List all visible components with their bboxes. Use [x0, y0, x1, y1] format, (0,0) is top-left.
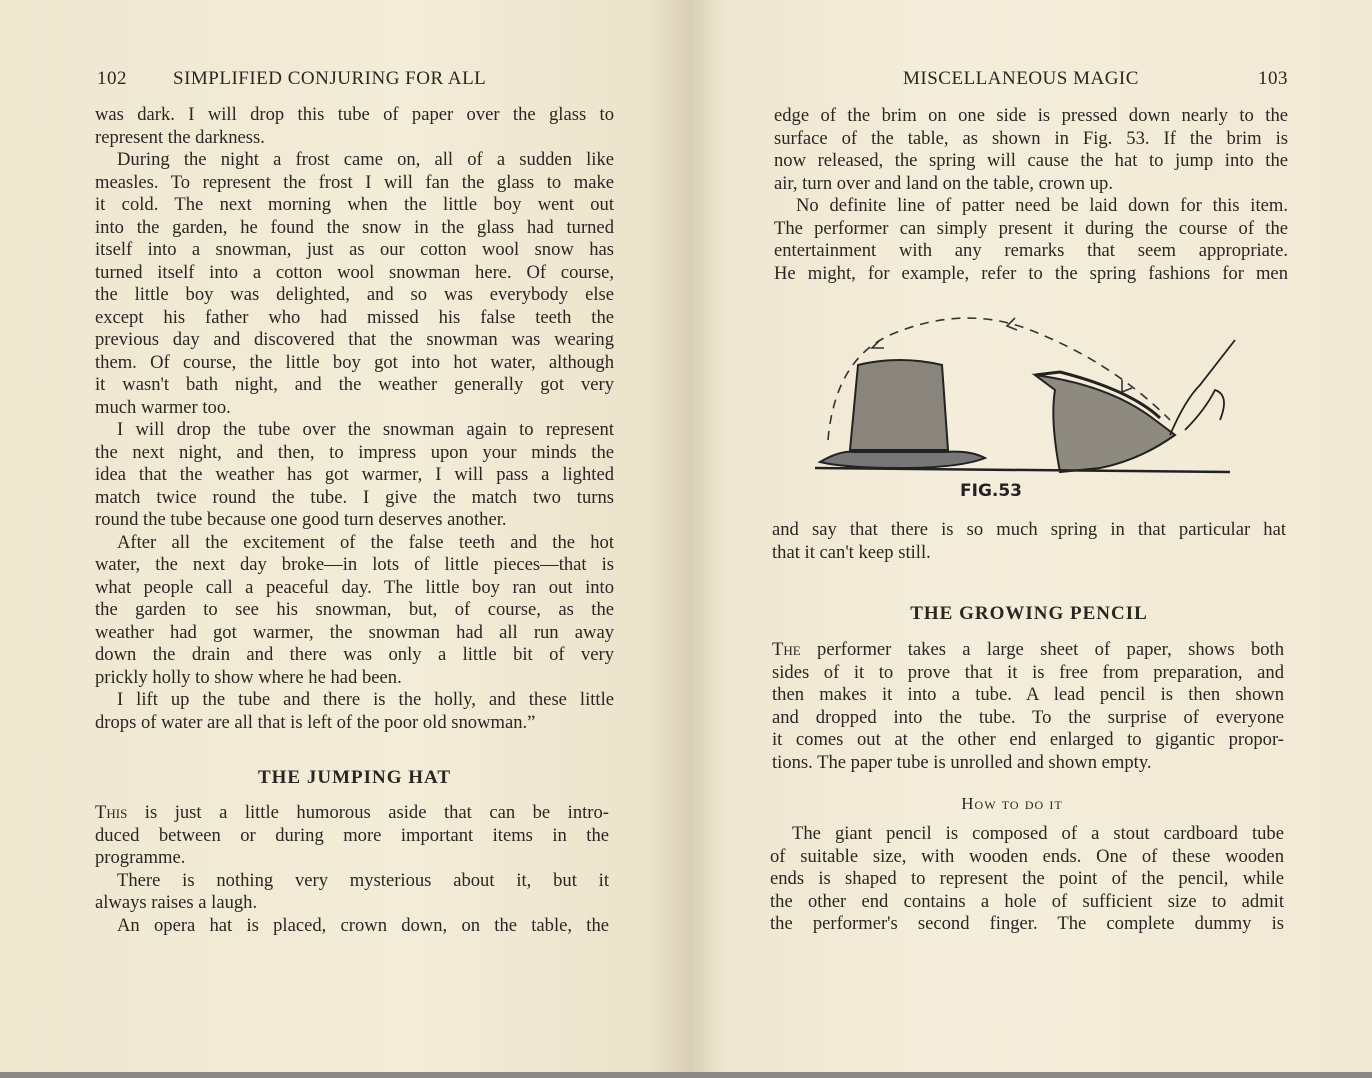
- text-line: surface of the table, as shown in Fig. 53. If the brim is: [774, 127, 1288, 149]
- lead-word: This: [95, 802, 128, 823]
- text-line: itself into a snowman, just as our cotton wool snow has: [95, 239, 614, 260]
- text-line: turned itself into a cotton wool snowman here. Of course,: [95, 261, 614, 283]
- text-line: sides of it to prove that it is free from preparation, and: [772, 661, 1284, 683]
- running-title: SIMPLIFIED CONJURING FOR ALL: [173, 68, 487, 89]
- text-line: No definite line of patter need be laid down for this item.: [796, 195, 1288, 216]
- lead-word: The: [772, 639, 801, 660]
- text-line: entertainment with any remarks that seem appropriate.: [774, 240, 1288, 261]
- text-line: it comes out at the other end enlarged to gigantic propor-: [772, 729, 1284, 750]
- text-line: and say that there is so much spring in that particular hat: [772, 519, 1286, 540]
- figure-label: FIG.53: [960, 481, 1023, 501]
- text-line: much warmer too.: [95, 396, 231, 418]
- text-line: it cold. The next morning when the little boy went out: [95, 194, 614, 215]
- text-line: previous day and discovered that the snowman was wearing: [95, 329, 614, 350]
- section-heading: THE JUMPING HAT: [257, 767, 452, 788]
- text-line: measles. To represent the frost I will fan the glass to make: [95, 171, 614, 193]
- right-page: [690, 0, 1372, 1072]
- text-block: [772, 519, 1286, 564]
- line-text: performer takes a large sheet of paper, shows both: [800, 639, 1284, 660]
- text-line: match twice round the tube. I give the match two turns: [95, 486, 614, 508]
- text-line: except his father who had missed his false teeth the: [95, 306, 614, 328]
- text-line: programme.: [95, 847, 186, 868]
- figure-jumping-hat: [810, 300, 1250, 505]
- text-line: duced between or during more important items in the: [95, 824, 609, 846]
- text-line: edge of the brim on one side is pressed down nearly to the: [774, 105, 1288, 126]
- text-block: [772, 639, 1284, 774]
- text-line: water, the next day broke—in lots of little pieces—that is: [95, 554, 614, 575]
- text-line: After all the excitement of the false teeth and the hot: [117, 531, 614, 553]
- text-line: into the garden, he found the snow in the glass had turned: [95, 216, 614, 238]
- table-line: [815, 468, 1230, 472]
- text-line: I will drop the tube over the snowman again to represent: [117, 419, 614, 440]
- text-line: tions. The paper tube is unrolled and shown empty.: [772, 751, 1152, 773]
- page-number: 102: [97, 68, 127, 89]
- text-line: the performer's second finger. The complete dummy is: [770, 913, 1284, 934]
- text-line: represent the darkness.: [95, 126, 265, 148]
- text-line: He might, for example, refer to the spring fashions for men: [774, 262, 1288, 284]
- text-line: ends is shaped to represent the point of the pencil, while: [770, 868, 1284, 889]
- text-line: The performer can simply present it during the course of the: [774, 217, 1288, 239]
- top-hat-tilted-icon: [1035, 372, 1175, 472]
- text-line: the garden to see his snowman, but, of course, as the: [95, 599, 614, 620]
- text-line: what people call a peaceful day. The little boy ran out into: [95, 576, 614, 598]
- text-line: drops of water are all that is left of the poor old snowman.”: [95, 711, 536, 733]
- text-line: now released, the spring will cause the hat to jump into the: [774, 150, 1288, 171]
- text-line: of suitable size, with wooden ends. One of these wooden: [770, 845, 1284, 867]
- text-line: it wasn't bath night, and the weather generally got very: [95, 374, 614, 395]
- text-line: always raises a laugh.: [95, 892, 258, 913]
- text-line: the little boy was delighted, and so was everybody else: [95, 284, 614, 305]
- text-line: idea that the weather has got warmer, I will pass a lighted: [95, 464, 614, 485]
- text-line: and dropped into the tube. To the surprise of everyone: [772, 706, 1284, 728]
- text-line: the next night, and then, to impress upon your minds the: [95, 441, 614, 463]
- text-line: them. Of course, the little boy got into hot water, although: [95, 351, 614, 373]
- text-line: The giant pencil is composed of a stout cardboard tube: [792, 823, 1284, 844]
- page-number: 103: [1258, 68, 1288, 89]
- text-line: [772, 639, 1284, 662]
- text-line: was dark. I will drop this tube of paper over the glass to: [95, 104, 614, 125]
- text-block: [95, 104, 614, 734]
- text-line: During the night a frost came on, all of a sudden like: [117, 149, 614, 170]
- text-block: [95, 802, 609, 937]
- section-heading: THE GROWING PENCIL: [910, 603, 1148, 624]
- text-block: [770, 823, 1284, 936]
- line-text: is just a little humorous aside that can be intro-: [127, 802, 609, 823]
- text-line: weather had got warmer, the snowman had all run away: [95, 621, 614, 643]
- text-line: air, turn over and land on the table, crown up.: [774, 172, 1113, 194]
- text-line: down the drain and there was only a little bit of very: [95, 644, 614, 665]
- text-line: I lift up the tube and there is the holly, and these little: [117, 689, 614, 710]
- text-line: the other end contains a hole of sufficient size to admit: [770, 890, 1284, 912]
- text-line: that it can't keep still.: [772, 541, 931, 563]
- text-line: An opera hat is placed, crown down, on the table, the: [117, 914, 609, 936]
- text-block: [774, 105, 1288, 285]
- text-line: [95, 802, 609, 825]
- text-line: There is nothing very mysterious about it, but it: [117, 869, 609, 891]
- running-title: MISCELLANEOUS MAGIC: [903, 68, 1139, 89]
- text-line: round the tube because one good turn deserves another.: [95, 509, 507, 530]
- subheading: How to do it: [961, 794, 1063, 813]
- text-line: then makes it into a tube. A lead pencil is then shown: [772, 684, 1284, 705]
- hand-icon: [1170, 340, 1235, 435]
- text-line: prickly holly to show where he had been.: [95, 666, 402, 688]
